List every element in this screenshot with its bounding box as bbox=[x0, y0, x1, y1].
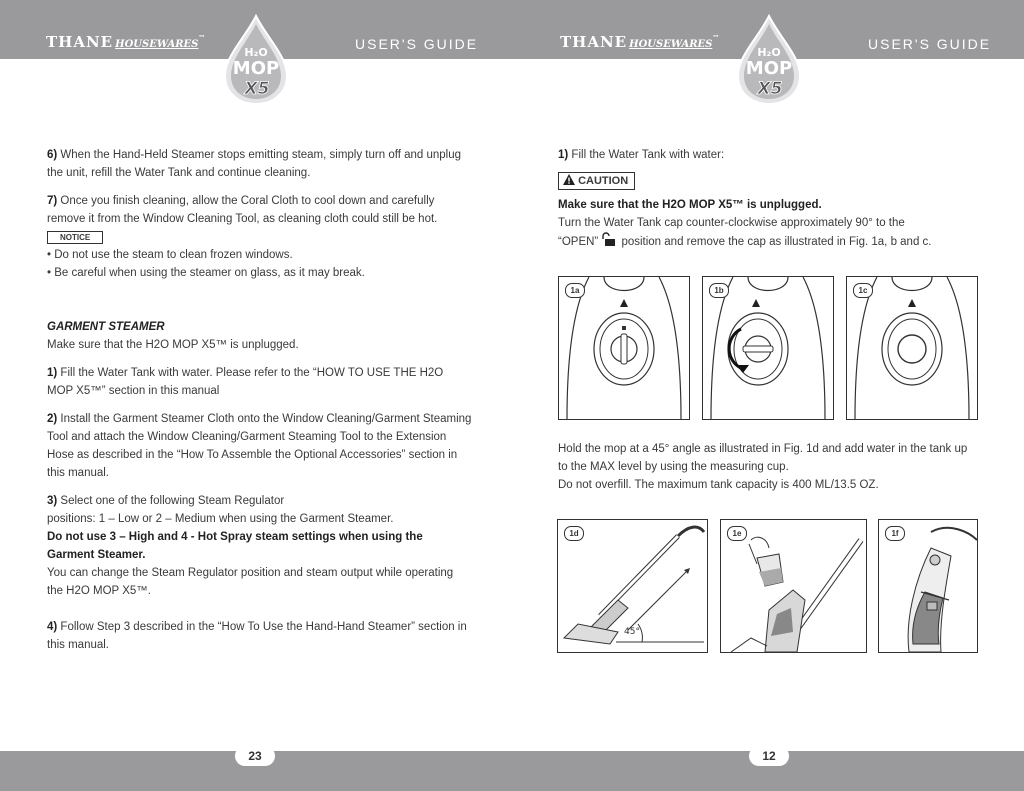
angle-label: 45° bbox=[624, 627, 640, 637]
h2o-mop-x5-logo-left bbox=[221, 14, 291, 106]
users-guide-title-right: USER'S GUIDE bbox=[868, 36, 992, 52]
garment-step-2: 2) Install the Garment Steamer Cloth onto the Window Cleaning/Garment Steaming Tool and attach the Window Cleaning/Garment Steaming Tool to the Extension Hose as described in the “How To Assemble the Optional Accessories” section in this manual. bbox=[47, 413, 472, 479]
notice-label: NOTICE bbox=[47, 231, 103, 244]
garment-step-1: 1) Fill the Water Tank with water. Please refer to the “HOW TO USE THE H2O MOP X5™” section in this manual bbox=[47, 367, 444, 397]
logo-x5-text: X5 bbox=[757, 79, 783, 99]
garment-warning: Do not use 3 – High and 4 - Hot Spray steam settings when using the Garment Steamer. bbox=[47, 531, 423, 561]
logo-x5-text: X5 bbox=[244, 79, 270, 99]
brand-sub: HOUSEWARES bbox=[629, 39, 713, 50]
section-intro: Make sure that the H2O MOP X5™ is unplugged. bbox=[47, 339, 299, 351]
page-number-right: 12 bbox=[749, 746, 789, 766]
caution-text: Make sure that the H2O MOP X5™ is unplugged. bbox=[558, 199, 822, 211]
figure-label: 1e bbox=[727, 526, 747, 541]
figure-1e bbox=[720, 519, 867, 653]
h2o-mop-x5-logo-right bbox=[734, 14, 804, 106]
notice-bullet: • Be careful when using the steamer on glass, as it may break. bbox=[47, 267, 365, 279]
page-number-left: 23 bbox=[235, 746, 275, 766]
left-column: 6) When the Hand-Held Steamer stops emitting steam, simply turn off and unplug the unit, refill the Water Tank and continue cleaning. 7) Once you finish cleaning, allow the Coral Cloth to cool down and carefully remove it from the Window Cleaning Tool, as cleaning cloth could still be hot. NOTICE • Do not use the steam to clean frozen windows. • Be careful when using the steamer on glass, as it may break. GARMENT STEAMER Make sure that the H2O MOP X5™ is unplugged. 1) Fill the Water Tank with water. Please refer to the “HOW TO USE THE H2O MOP X5™” section in this manual 2) Install the Garment Steamer Cloth onto the Window Cleaning/Garment Steaming Tool and attach the Window Cleaning/Garment Steaming Tool to the Extension Hose as described in the “How To Assemble the Optional Accessories” section in this manual. 3) Select one of the following Steam Regulator positions: 1 – Low or 2 – Medium when using the Garment Steamer. Do not use 3 – High and 4 - Hot Spray steam settings when using the Garment Steamer. You can change the Steam Regulator position and steam output while operating the H2O MOP X5™. 4) Follow Step 3 described in the “How To Use the Hand-Hand Steamer” section in this manual. bbox=[47, 146, 472, 654]
step-number: 6) bbox=[47, 149, 58, 161]
users-guide-title-left: USER'S GUIDE bbox=[355, 36, 479, 52]
right-column-middle bbox=[558, 440, 978, 494]
open-instruction: “OPEN” position and remove the cap as illustrated in Fig. 1a, b and c. bbox=[558, 232, 978, 251]
garment-step-4: 4) Follow Step 3 described in the “How To Use the Hand-Hand Steamer” section in this manual. bbox=[47, 621, 467, 651]
right-column-top: 1) Fill the Water Tank with water: CAUTION Make sure that the H2O MOP X5™ is unplugged. Turn the Water Tank cap counter-clockwise approximately 90° to the “OPEN” position and remove the cap as illustrated in Fig. 1a, b and c. bbox=[558, 146, 978, 251]
brand-sub: HOUSEWARES bbox=[115, 39, 199, 50]
step-7-paragraph: 7) Once you finish cleaning, allow the Coral Cloth to cool down and carefully remove it from the Window Cleaning Tool, as cleaning cloth could still be hot. bbox=[47, 195, 438, 225]
warning-icon bbox=[563, 174, 575, 185]
figure-1c bbox=[846, 276, 978, 420]
figure-label: 1f bbox=[885, 526, 905, 541]
overfill-warning: Do not overfill. The maximum tank capacity is 400 ML/13.5 OZ. bbox=[558, 479, 879, 491]
fill-step-1: 1) Fill the Water Tank with water: bbox=[558, 149, 725, 161]
figure-1b bbox=[702, 276, 834, 420]
open-lock-icon bbox=[600, 232, 616, 246]
footer-band bbox=[0, 751, 1024, 791]
section-heading: GARMENT STEAMER bbox=[47, 321, 165, 333]
figure-label: 1b bbox=[709, 283, 729, 298]
figure-1d bbox=[557, 519, 708, 653]
step-6-paragraph: 6) When the Hand-Held Steamer stops emitting steam, simply turn off and unplug the unit, refill the Water Tank and continue cleaning. bbox=[47, 149, 462, 179]
logo-h2o-text: H₂O bbox=[757, 46, 781, 59]
brand-tm: ™ bbox=[198, 33, 207, 42]
step-number: 7) bbox=[47, 195, 58, 207]
logo-h2o-text: H₂O bbox=[244, 46, 268, 59]
brand-name: THANE bbox=[46, 33, 114, 51]
caution-label: CAUTION bbox=[558, 172, 635, 190]
brand-logo-left bbox=[46, 33, 206, 51]
figure-1a bbox=[558, 276, 690, 420]
brand-tm: ™ bbox=[712, 33, 721, 42]
brand-logo-right bbox=[560, 33, 720, 51]
garment-step-3: 3) Select one of the following Steam Regulator bbox=[47, 495, 285, 507]
tank-cap-illustration bbox=[559, 277, 689, 419]
figure-1f bbox=[878, 519, 978, 653]
figure-label: 1c bbox=[853, 283, 873, 298]
logo-mop-text: MOP bbox=[745, 58, 793, 79]
notice-bullet: • Do not use the steam to clean frozen windows. bbox=[47, 249, 293, 261]
hold-instruction: Hold the mop at a 45° angle as illustrated in Fig. 1d and add water in the tank up to the MAX level by using the measuring cup. bbox=[558, 443, 968, 473]
figure-label: 1d bbox=[564, 526, 584, 541]
logo-mop-text: MOP bbox=[232, 58, 280, 79]
brand-name: THANE bbox=[560, 33, 628, 51]
tank-open-illustration bbox=[847, 277, 977, 419]
figure-label: 1a bbox=[565, 283, 585, 298]
tank-cap-rotate-illustration bbox=[703, 277, 833, 419]
